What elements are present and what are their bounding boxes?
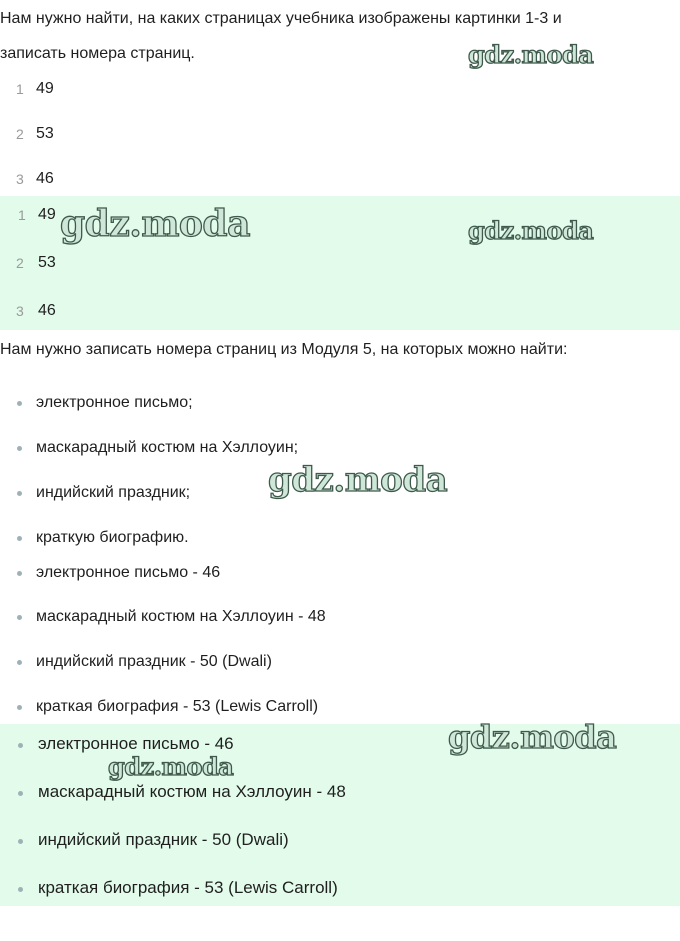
bullet-dot [17,491,22,496]
list-number: 2 [16,255,24,271]
bullet-text: индийский праздник - 50 (Dwali) [38,830,289,849]
bullet-text: краткая биография - 53 (Lewis Carroll) [38,878,338,897]
bullet-dot [18,791,23,796]
bullet-dot [17,401,22,406]
bullet-text: краткая биография - 53 (Lewis Carroll) [36,698,319,715]
bullet-text: краткую биографию. [36,529,189,546]
list-value: 53 [38,254,56,271]
bullet-text: электронное письмо; [36,394,193,411]
list-number: 3 [16,303,24,319]
bullet-dot [17,446,22,451]
bullet-text: электронное письмо - 46 [38,734,234,753]
watermark: gdz.moda [268,460,448,500]
intro-line-1: Нам нужно найти, на каких страницах учебника изображены картинки 1-3 и [0,10,562,27]
bullet-text: маскарадный костюм на Хэллоуин; [36,439,299,456]
list-value: 46 [38,302,56,319]
bullet-dot [17,615,22,620]
watermark: gdz.moda [448,718,617,756]
bullet-dot [17,536,22,541]
list-number: 1 [18,207,26,223]
bullet-text: маскарадный костюм на Хэллоуин - 48 [36,608,326,625]
list-number: 1 [16,81,24,97]
watermark: gdz.moda [468,216,594,245]
list-value: 49 [38,206,56,223]
list-number: 3 [16,171,24,187]
bullet-text: маскарадный костюм на Хэллоуин - 48 [38,782,346,801]
watermark: gdz.moda [108,752,234,781]
list-number: 2 [16,126,24,142]
bullet-dot [17,660,22,665]
bullet-dot [18,839,23,844]
bullet-text: электронное письмо - 46 [36,564,221,581]
watermark: gdz.moda [468,40,594,69]
bullet-dot [18,743,23,748]
bullet-text: индийский праздник - 50 (Dwali) [36,653,272,670]
bullet-dot [17,571,22,576]
bullet-text: индийский праздник; [36,484,191,501]
bullet-dot [18,887,23,892]
watermark: gdz.moda [60,203,250,245]
bullet-dot [17,705,22,710]
list-value: 46 [36,170,54,187]
section2-intro: Нам нужно записать номера страниц из Модуля 5, на которых можно найти: [0,341,568,358]
intro-line-2: записать номера страниц. [0,45,195,62]
list-value: 49 [36,80,54,97]
list-value: 53 [36,125,54,142]
